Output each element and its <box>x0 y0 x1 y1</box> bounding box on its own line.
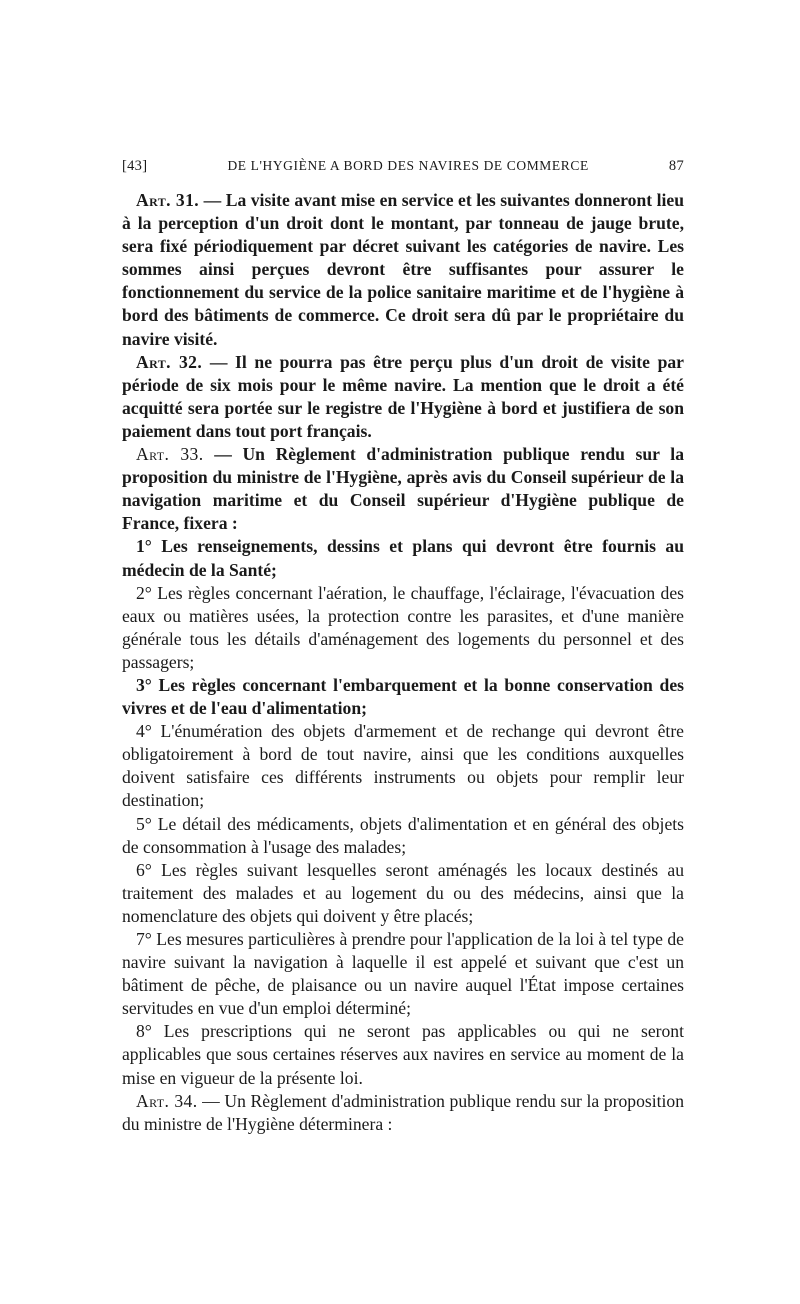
article-text: — Il ne pourra pas être perçu plus d'un droit de visite par période de six mois pour le même navire. La mention que le droit a été acquitté sera portée sur le registre de l'Hygiène à bord et justifiera de son paiement dans tout port français. <box>122 351 684 441</box>
article-text: — Un Règlement d'administration publique rendu sur la proposition du ministre de l'Hygiène, après avis du Conseil supérieur de la navigation maritime et du Conseil supérieur d'Hygiène publique de France, fixera : <box>122 444 684 534</box>
article-label: Art. 33. <box>136 444 204 465</box>
document-page <box>122 158 684 1136</box>
article-label: Art. 32. <box>136 351 203 372</box>
list-item-8: 8° Les prescriptions qui ne seront pas applicables ou qui ne seront applicables que sous certaines réserves aux navires en service au moment de la mise en vigueur de la présente loi. <box>122 1021 684 1088</box>
running-head <box>122 158 684 175</box>
article-label: Art. 31. <box>136 190 200 210</box>
list-item-3: 3° Les règles concernant l'embarquement et la bonne conservation des vivres et de l'eau d'alimentation; <box>122 674 684 719</box>
article-32 <box>122 351 684 443</box>
article-33 <box>122 443 684 535</box>
list-item-1: 1° Les renseignements, dessins et plans qui devront être fournis au médecin de la Santé; <box>122 536 684 580</box>
running-title: DE L'HYGIÈNE A BORD DES NAVIRES DE COMMERCE <box>227 158 589 173</box>
page-number: 87 <box>668 158 684 174</box>
list-item-6: 6° Les règles suivant lesquelles seront aménagés les locaux destinés au traitement des malades et au logement du ou des médecins, ainsi que la nomenclature des objets qui doivent y être placés; <box>122 859 684 926</box>
list-item-4: 4° L'énumération des objets d'armement et de rechange qui devront être obligatoirement à bord de tout navire, ainsi que les conditions auxquelles doivent satisfaire ces différents instruments ou objets pour remplir leur destination; <box>122 721 684 811</box>
body-text <box>122 189 684 1136</box>
section-number: [43] <box>122 158 148 174</box>
list-item-7: 7° Les mesures particulières à prendre pour l'application de la loi à tel type de navire suivant la navigation à laquelle il est appelé et suivant que c'est un bâtiment de pêche, de plaisance ou un navire auquel l'État impose certaines servitudes en vue d'un emploi déterminé; <box>122 929 684 1019</box>
article-text: — La visite avant mise en service et les suivantes donneront lieu à la perception d'un droit dont le montant, par tonneau de jauge brute, sera fixé périodiquement par décret suivant les catégories de navire. Les sommes ainsi perçues devront être suffisantes pour assurer le fonctionnement du service de la police sanitaire maritime et de l'hygiène à bord des bâtiments de commerce. Ce droit sera dû par le propriétaire du navire visité. <box>122 190 684 349</box>
article-label: Art. 34. <box>136 1090 198 1111</box>
list-item-5: 5° Le détail des médicaments, objets d'alimentation et en général des objets de consommation à l'usage des malades; <box>122 813 684 857</box>
article-31 <box>122 189 684 351</box>
article-text: — Un Règlement d'administration publique rendu sur la proposition du ministre de l'Hygiène déterminera : <box>122 1090 684 1134</box>
list-item-2: 2° Les règles concernant l'aération, le chauffage, l'éclairage, l'évacuation des eaux ou matières usées, la protection contre les parasites, et d'une manière générale tous les détails d'aménagement des logements du personnel et des passagers; <box>122 582 684 672</box>
article-34 <box>122 1090 684 1136</box>
